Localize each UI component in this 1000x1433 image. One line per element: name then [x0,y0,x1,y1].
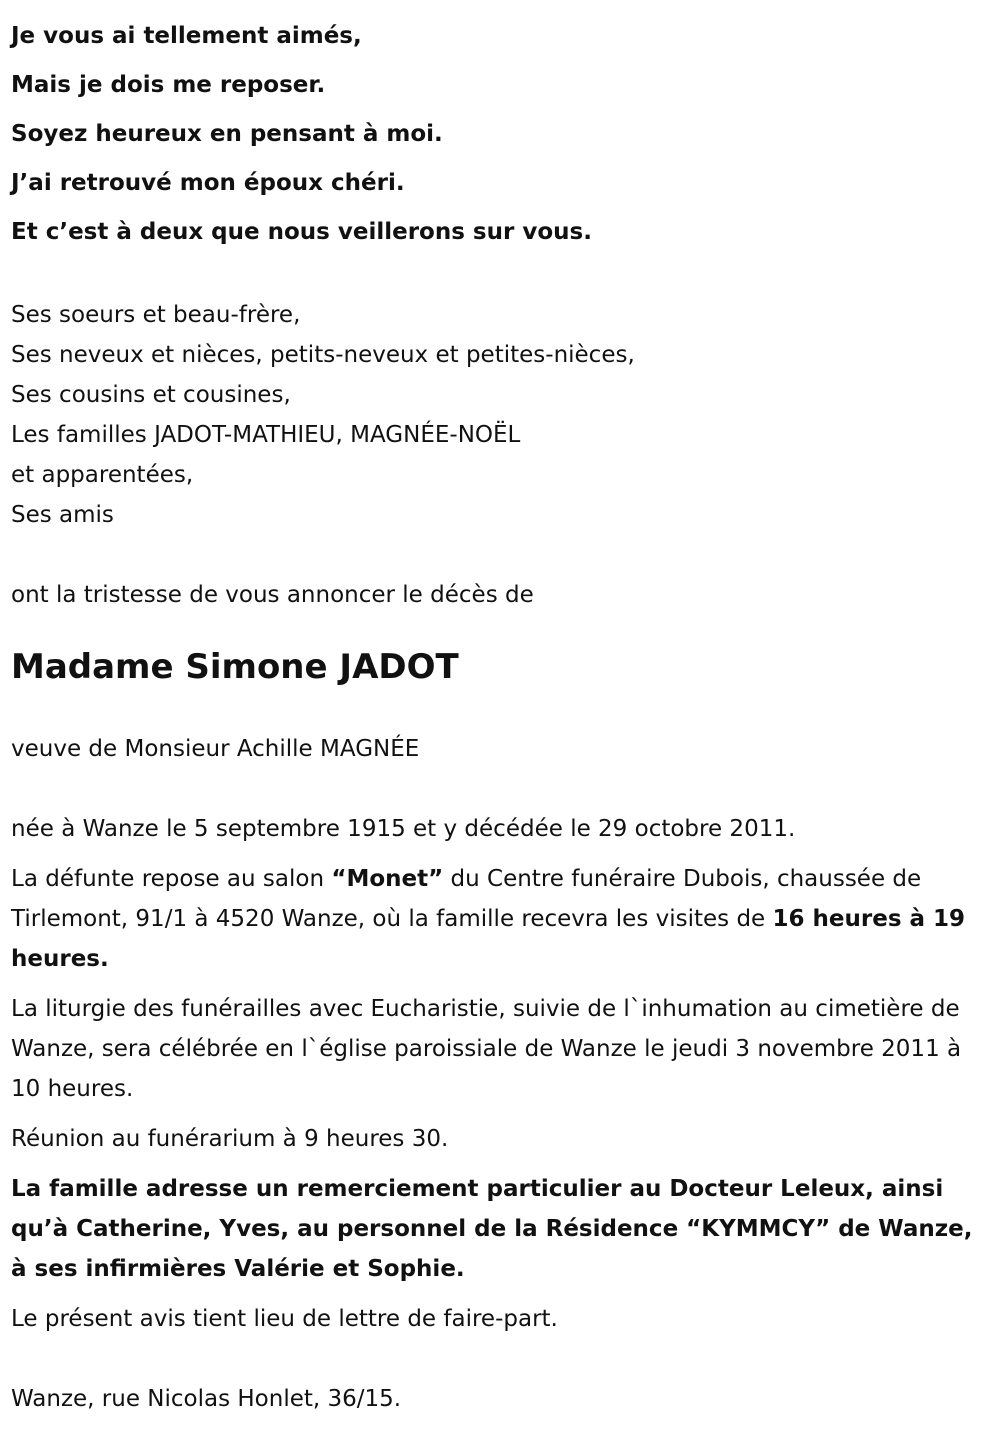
poem-line: J’ai retrouvé mon époux chéri. [11,170,405,196]
visit-hours: 16 heures à 19 heures. [11,906,966,972]
poem [11,12,990,257]
family-line: Ses cousins et cousines, [11,382,291,408]
liturgy-paragraph: La liturgie des funérailles avec Eucharistie, suivie de l`inhumation au cimetière de Wanze, sera célébrée en l`église paroissiale de Wanze le jeudi 3 novembre 2011 à 10 heures. [11,996,962,1102]
body-text [11,809,990,1339]
deceased-name: Madame Simone JADOT [11,647,459,687]
birth-death: née à Wanze le 5 septembre 1915 et y décédée le 29 octobre 2011. [11,816,796,842]
repose-text-1: La défunte repose au salon [11,866,332,892]
repose-text-2: du Centre funéraire Dubois, chaussée de Tirlemont, 91/1 à 4520 Wanze, où la famille recevra les visites de [11,866,922,932]
family-line: Ses neveux et nièces, petits-neveux et petites-nièces, [11,342,635,368]
family-line: Ses amis [11,502,114,528]
family-line: Ses soeurs et beau-frère, [11,302,301,328]
poem-line: Je vous ai tellement aimés, [11,23,362,49]
repose-paragraph [11,859,990,979]
family-line: et apparentées, [11,462,194,488]
announcement: ont la tristesse de vous annoncer le décès de [11,582,534,608]
salon-name: “Monet” [331,866,444,892]
family-line: Les familles JADOT-MATHIEU, MAGNÉE-NOËL [11,422,521,448]
meeting-paragraph: Réunion au funérarium à 9 heures 30. [11,1126,449,1152]
widow-of: veuve de Monsieur Achille MAGNÉE [11,736,420,762]
poem-line: Et c’est à deux que nous veillerons sur vous. [11,219,592,245]
poem-line: Mais je dois me reposer. [11,72,326,98]
poem-line: Soyez heureux en pensant à moi. [11,121,443,147]
thanks-paragraph: La famille adresse un remerciement particulier au Docteur Leleux, ainsi qu’à Catherine, Yves, au personnel de la Résidence “KYMMCY” de Wanze, à ses infirmières Valérie et Sophie. [11,1176,973,1282]
notice-paragraph: Le présent avis tient lieu de lettre de faire-part. [11,1306,558,1332]
family-list [11,295,990,535]
family-address: Wanze, rue Nicolas Honlet, 36/15. [11,1386,402,1412]
